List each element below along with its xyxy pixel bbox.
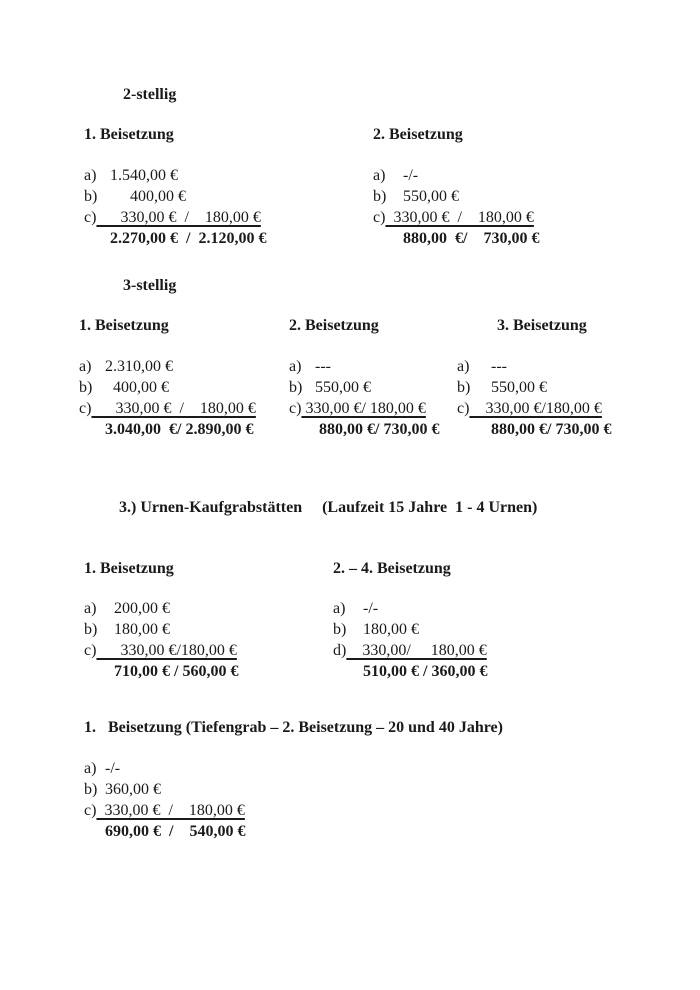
row-label: a)	[333, 600, 346, 617]
section-3stellig-title: 3-stellig	[123, 277, 177, 294]
row-label: c)	[289, 400, 302, 417]
total-row	[333, 661, 487, 682]
row-value: -/-	[105, 760, 121, 777]
total-row	[457, 419, 611, 440]
price-row-a	[373, 165, 539, 186]
total-value: 880,00 €/ 730,00 €	[399, 230, 540, 247]
price-row-c	[84, 207, 266, 228]
sec3-col2-header: 2. – 4. Beisetzung	[333, 560, 451, 577]
price-row-b	[333, 619, 487, 640]
sec4-col1	[84, 758, 245, 842]
total-row	[373, 228, 539, 249]
price-row-c	[289, 398, 439, 419]
price-row-c	[84, 800, 245, 821]
price-row-a	[84, 598, 238, 619]
row-value-underlined: 330,00 € / 180,00 €	[385, 209, 534, 226]
section-urnen-title: 3.) Urnen-Kaufgrabstätten (Laufzeit 15 Jahre 1 - 4 Urnen)	[119, 499, 538, 516]
row-label: d)	[333, 642, 347, 659]
row-label: b)	[457, 379, 471, 396]
row-value: 1.540,00 €	[110, 167, 178, 184]
total-value: 880,00 €/ 730,00 €	[483, 421, 612, 438]
section-2stellig-title: 2-stellig	[123, 86, 177, 103]
total-row	[84, 821, 245, 842]
row-value: 180,00 €	[359, 621, 419, 638]
row-label: b)	[373, 188, 387, 205]
sec1-col1-header: 1. Beisetzung	[84, 126, 174, 143]
row-value: 550,00 €	[399, 188, 459, 205]
row-value-underlined: 330,00 €/ 180,00 €	[301, 400, 426, 417]
row-value: ---	[483, 358, 507, 375]
sec2-col2	[289, 315, 439, 440]
total-row	[289, 419, 439, 440]
row-value-underlined: 330,00 € / 180,00 €	[96, 209, 261, 226]
row-value: 550,00 €	[315, 379, 371, 396]
row-value: ---	[315, 358, 331, 375]
price-row-c	[373, 207, 539, 228]
row-label: b)	[84, 188, 98, 205]
row-label: c)	[373, 209, 386, 226]
price-row-a	[79, 356, 256, 377]
total-row	[84, 228, 266, 249]
total-value: 690,00 € / 540,00 €	[105, 823, 246, 840]
row-value-underlined: 330,00 € / 180,00 €	[96, 802, 245, 819]
sec2-col3-header: 3. Beisetzung	[497, 317, 587, 334]
price-row-c	[84, 640, 238, 661]
price-row-b	[84, 779, 245, 800]
row-label: c)	[84, 802, 97, 819]
price-row-c	[457, 398, 611, 419]
row-label: c)	[457, 400, 470, 417]
row-value: 180,00 €	[110, 621, 170, 638]
total-row	[84, 661, 238, 682]
price-row-a	[333, 598, 487, 619]
row-value: 2.310,00 €	[105, 358, 173, 375]
row-label: a)	[79, 358, 92, 375]
sec2-col1	[79, 315, 256, 440]
total-value: 2.270,00 € / 2.120,00 €	[110, 230, 267, 247]
sec3-col1-header: 1. Beisetzung	[84, 560, 174, 577]
sec3-col1	[84, 558, 238, 682]
price-row-b	[84, 619, 238, 640]
row-label: c)	[79, 400, 92, 417]
price-row-a	[84, 165, 266, 186]
price-row-a	[457, 356, 611, 377]
price-row-c	[79, 398, 256, 419]
row-value: 400,00 €	[105, 379, 169, 396]
row-label: a)	[84, 167, 97, 184]
row-value: -/-	[399, 167, 419, 184]
sec2-col1-header: 1. Beisetzung	[79, 317, 169, 334]
row-value-underlined: 330,00 €/180,00 €	[469, 400, 602, 417]
row-label: c)	[84, 642, 97, 659]
row-value: 200,00 €	[110, 600, 170, 617]
sec1-col1	[84, 124, 266, 249]
row-label: b)	[333, 621, 347, 638]
total-value: 3.040,00 €/ 2.890,00 €	[105, 421, 254, 438]
row-value-underlined: 330,00 € / 180,00 €	[91, 400, 256, 417]
row-value: 360,00 €	[105, 781, 161, 798]
row-label: b)	[79, 379, 93, 396]
row-label: b)	[289, 379, 303, 396]
price-row-b	[373, 186, 539, 207]
sec2-col3	[457, 315, 611, 440]
row-value: 400,00 €	[110, 188, 186, 205]
row-label: a)	[373, 167, 386, 184]
total-value: 710,00 € / 560,00 €	[110, 663, 239, 680]
row-label: c)	[84, 209, 97, 226]
price-row-d	[333, 640, 487, 661]
row-label: b)	[84, 781, 98, 798]
row-label: a)	[289, 358, 302, 375]
price-row-b	[289, 377, 439, 398]
total-row	[79, 419, 256, 440]
price-row-b	[84, 186, 266, 207]
section-tiefengrab-title: 1. Beisetzung (Tiefengrab – 2. Beisetzung – 20 und 40 Jahre)	[84, 719, 503, 736]
sec1-col2-header: 2. Beisetzung	[373, 126, 463, 143]
price-row-b	[79, 377, 256, 398]
total-value: 880,00 €/ 730,00 €	[315, 421, 440, 438]
row-label: a)	[84, 600, 97, 617]
sec2-col2-header: 2. Beisetzung	[289, 317, 379, 334]
row-value-underlined: 330,00/ 180,00 €	[346, 642, 487, 659]
row-label: b)	[84, 621, 98, 638]
row-value: 550,00 €	[483, 379, 547, 396]
row-value: -/-	[359, 600, 379, 617]
row-value-underlined: 330,00 €/180,00 €	[96, 642, 237, 659]
sec3-col2	[333, 558, 487, 682]
price-row-a	[289, 356, 439, 377]
row-label: a)	[457, 358, 470, 375]
price-row-a	[84, 758, 245, 779]
row-label: a)	[84, 760, 97, 777]
sec1-col2	[373, 124, 539, 249]
total-value: 510,00 € / 360,00 €	[359, 663, 488, 680]
price-row-b	[457, 377, 611, 398]
